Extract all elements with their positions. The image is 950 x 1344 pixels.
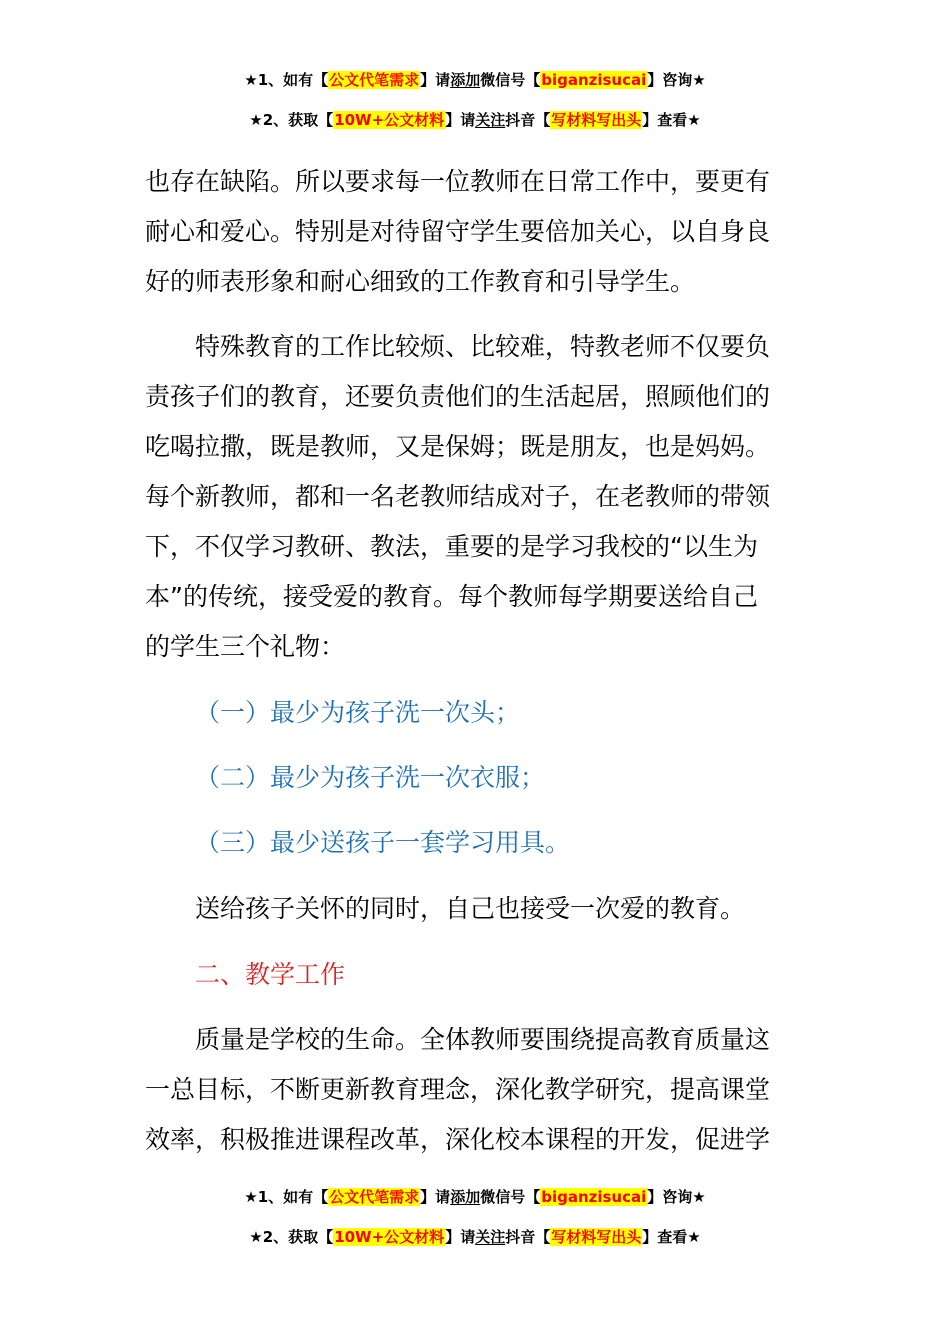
header-banner-line-2 — [0, 108, 950, 132]
banner-text: ★2、获取【 — [249, 111, 334, 129]
paragraph-line: 本”的传统，接受爱的教育。每个教师每学期要送给自己 — [145, 582, 758, 611]
banner-text: 抖音【 — [505, 111, 551, 129]
highlight-service: 公文代笔需求 — [329, 71, 420, 89]
paragraph-line: 下，不仅学习教研、教法，重要的是学习我校的“以生为 — [145, 532, 758, 561]
underlined-text: 添加 — [450, 1188, 481, 1206]
banner-text: 】请 — [420, 71, 451, 89]
banner-text: 微信号【 — [480, 1188, 541, 1206]
highlight-wechat-id: biganzisucai — [541, 71, 647, 89]
banner-text: 】请 — [420, 1188, 451, 1206]
paragraph-line: 也存在缺陷。所以要求每一位教师在日常工作中，要更有 — [145, 167, 771, 196]
footer-banner-line-2 — [0, 1225, 950, 1249]
highlight-materials: 10W+公文材料 — [334, 1228, 445, 1246]
banner-text: 】查看★ — [642, 111, 701, 129]
paragraph-line: 吃喝拉撒，既是教师，又是保姆；既是朋友，也是妈妈。 — [145, 432, 771, 461]
gift-item: （三）最少送孩子一套学习用具。 — [195, 828, 571, 857]
paragraph-line: 一总目标，不断更新教育理念，深化教学研究，提高课堂 — [145, 1075, 771, 1104]
paragraph-line: 质量是学校的生命。全体教师要围绕提高教育质量这 — [195, 1025, 771, 1054]
underlined-text: 关注 — [475, 1228, 506, 1246]
paragraph-line: 耐心和爱心。特别是对待留守学生要倍加关心，以自身良 — [145, 217, 771, 246]
paragraph-line: 好的师表形象和耐心细致的工作教育和引导学生。 — [145, 267, 696, 296]
banner-text: ★2、获取【 — [249, 1228, 334, 1246]
banner-text: 抖音【 — [505, 1228, 551, 1246]
gift-item: （二）最少为孩子洗一次衣服； — [195, 763, 546, 792]
paragraph-line: 送给孩子关怀的同时，自己也接受一次爱的教育。 — [195, 894, 746, 923]
banner-text: 】咨询★ — [647, 1188, 706, 1206]
section-heading: 二、教学工作 — [195, 960, 346, 989]
paragraph-line: 每个新教师，都和一名老教师结成对子，在老教师的带领 — [145, 482, 771, 511]
banner-text: ★1、如有【 — [244, 71, 329, 89]
banner-text: 微信号【 — [480, 71, 541, 89]
paragraph-line: 的学生三个礼物： — [145, 632, 346, 661]
underlined-text: 添加 — [450, 71, 481, 89]
banner-text: 】请 — [445, 111, 476, 129]
header-banner-line-1 — [0, 68, 950, 92]
banner-text: ★1、如有【 — [244, 1188, 329, 1206]
paragraph-line: 特殊教育的工作比较烦、比较难，特教老师不仅要负 — [195, 332, 771, 361]
banner-text: 】查看★ — [642, 1228, 701, 1246]
highlight-wechat-id: biganzisucai — [541, 1188, 647, 1206]
banner-text: 】请 — [445, 1228, 476, 1246]
footer-banner-line-1 — [0, 1185, 950, 1209]
paragraph-line: 效率，积极推进课程改革，深化校本课程的开发，促进学 — [145, 1125, 771, 1154]
highlight-materials: 10W+公文材料 — [334, 111, 445, 129]
gift-item: （一）最少为孩子洗一次头； — [195, 698, 521, 727]
banner-text: 】咨询★ — [647, 71, 706, 89]
paragraph-line: 责孩子们的教育，还要负责他们的生活起居，照顾他们的 — [145, 382, 771, 411]
highlight-douyin: 写材料写出头 — [551, 1228, 642, 1246]
highlight-douyin: 写材料写出头 — [551, 111, 642, 129]
underlined-text: 关注 — [475, 111, 506, 129]
highlight-service: 公文代笔需求 — [329, 1188, 420, 1206]
